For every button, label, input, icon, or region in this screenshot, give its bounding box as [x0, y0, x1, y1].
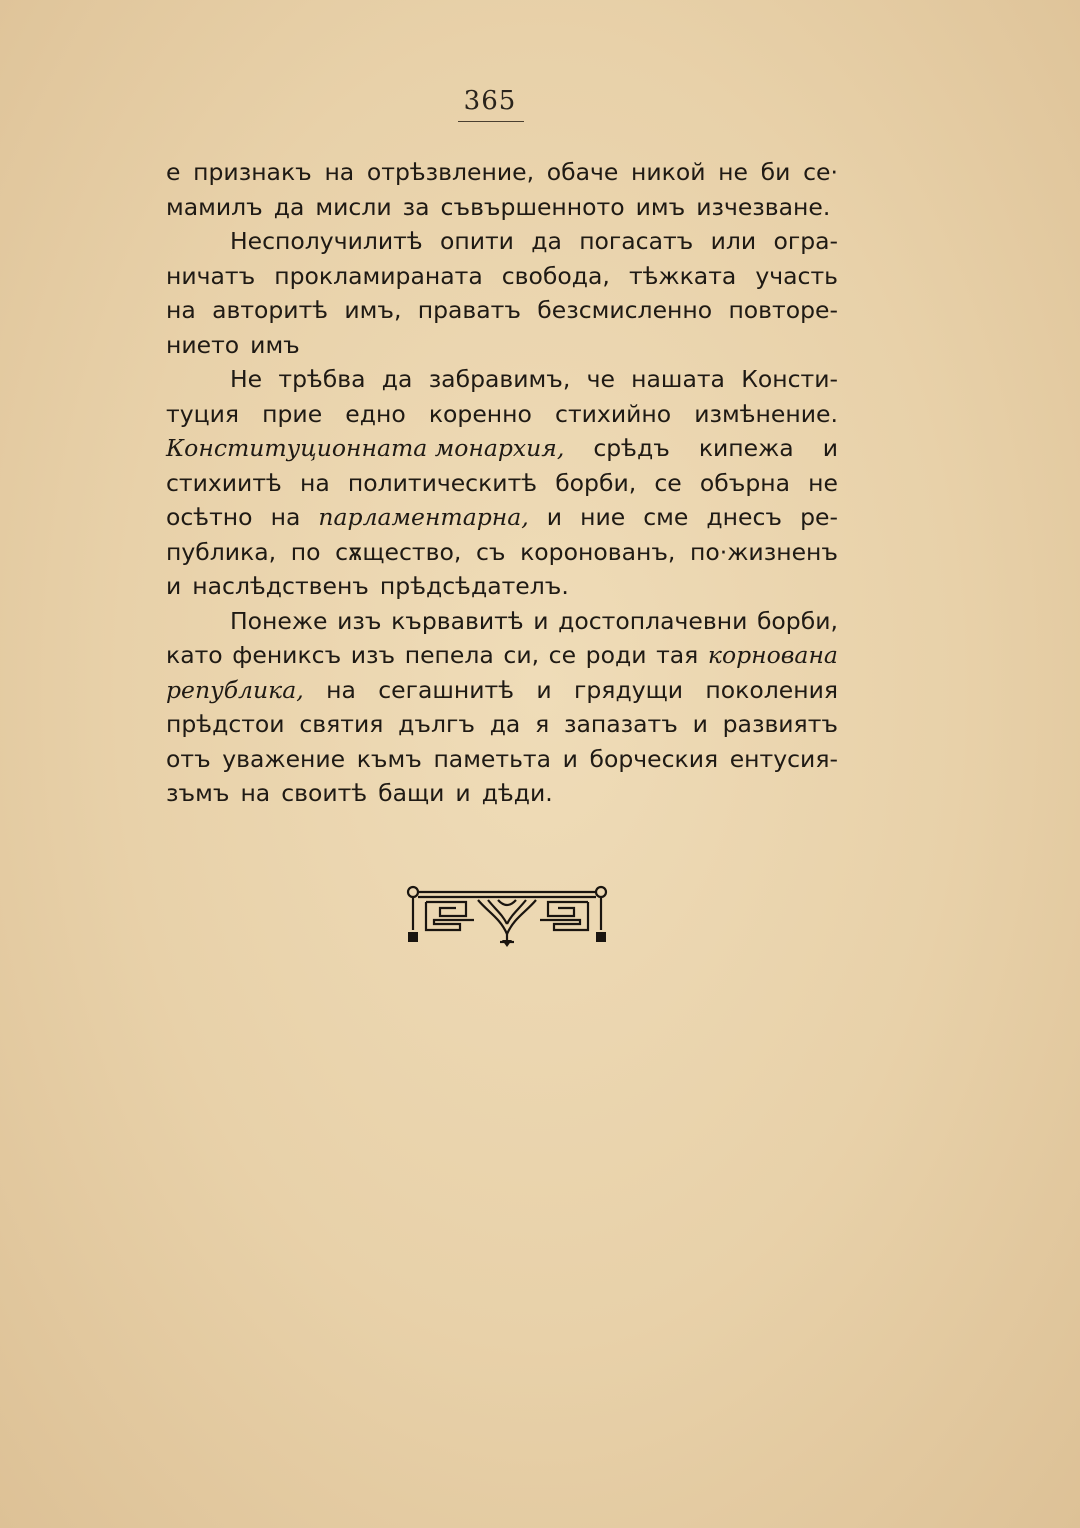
- word: да: [273, 192, 305, 221]
- word: участь: [755, 261, 838, 290]
- word: и: [546, 503, 563, 531]
- word: на: [166, 296, 196, 324]
- text-line: [166, 431, 838, 466]
- word: имъ: [250, 330, 300, 359]
- word: дѣди.: [481, 779, 553, 807]
- header-rule: [458, 121, 524, 122]
- italic-word: Конституционната монархия,: [166, 434, 565, 462]
- word: не: [808, 468, 838, 497]
- word: забравимъ,: [428, 365, 571, 393]
- text-line: [166, 742, 838, 777]
- word: кипежа: [698, 434, 794, 462]
- word: грядущи: [574, 675, 684, 704]
- italic-word: република,: [166, 675, 304, 704]
- word: уважение: [222, 744, 346, 773]
- word: запазатъ: [563, 710, 678, 738]
- page-number: 365: [463, 86, 517, 116]
- word: измѣнение.: [694, 399, 838, 428]
- word: своитѣ: [281, 779, 368, 807]
- word: ние: [580, 503, 626, 531]
- word: ничатъ: [166, 261, 256, 290]
- word: на: [326, 675, 356, 704]
- word: бащи: [378, 779, 445, 807]
- word: огра-: [773, 227, 838, 255]
- word: съ: [475, 537, 506, 566]
- word: паметьта: [433, 744, 552, 773]
- word: борби,: [555, 468, 637, 497]
- text-line: [166, 604, 838, 639]
- word: по·жизненъ: [690, 537, 838, 566]
- word: святия: [299, 710, 384, 738]
- word: да: [531, 227, 562, 255]
- word: мамилъ: [166, 192, 263, 221]
- word: се: [654, 468, 682, 497]
- word: срѣдъ: [593, 434, 670, 462]
- word: безсмисленно: [537, 296, 713, 324]
- word: на: [299, 468, 330, 497]
- word: и: [166, 572, 182, 600]
- word: сѫщество,: [335, 537, 462, 566]
- word: погасатъ: [579, 227, 694, 255]
- word: туция: [166, 399, 240, 428]
- word: сегашнитѣ: [378, 675, 514, 704]
- word: и: [692, 710, 708, 738]
- word: изъ: [350, 641, 396, 669]
- word: борческия: [589, 744, 719, 773]
- word: или: [710, 227, 757, 255]
- italic-word: парламентарна,: [318, 503, 529, 531]
- word: прѣдстои: [166, 710, 285, 738]
- word: имъ: [635, 192, 686, 221]
- word: е: [166, 158, 181, 186]
- word: никой: [631, 158, 706, 186]
- word: на: [324, 158, 355, 186]
- word: обърна: [699, 468, 791, 497]
- word: повторе-: [728, 296, 838, 324]
- word: обаче: [546, 158, 619, 186]
- word: че: [586, 365, 615, 393]
- decorative-ornament: [404, 884, 610, 948]
- word: осѣтно: [166, 503, 253, 531]
- word: си,: [503, 641, 540, 669]
- text-line: [166, 397, 838, 432]
- word: дългъ: [398, 710, 475, 738]
- body-text: [166, 155, 838, 811]
- word: изъ: [337, 606, 382, 635]
- word: изчезване.: [696, 192, 831, 221]
- word: кървавитѣ: [391, 606, 524, 635]
- word: борби,: [756, 606, 838, 635]
- word: достоплачевни: [558, 606, 748, 635]
- word: се·: [803, 158, 838, 186]
- word: се: [548, 641, 577, 669]
- italic-word: корнована: [707, 641, 838, 669]
- word: зъмъ: [166, 779, 230, 807]
- word: свобода,: [501, 261, 610, 290]
- word: мисли: [315, 192, 392, 221]
- word: за: [402, 192, 430, 221]
- word: съвършенното: [440, 192, 625, 221]
- word: тая: [656, 641, 699, 669]
- word: отрѣзвление,: [366, 158, 535, 186]
- word: нието: [166, 330, 240, 359]
- word: едно: [345, 399, 406, 428]
- text-line: [166, 328, 838, 363]
- text-line: [166, 638, 838, 673]
- word: публика,: [166, 537, 277, 566]
- word: прѣдсѣдателъ.: [379, 572, 569, 600]
- word: прокламираната: [274, 261, 483, 290]
- word: къмъ: [356, 744, 422, 773]
- text-line: [166, 155, 838, 190]
- word: Консти-: [741, 365, 838, 393]
- word: днесъ: [706, 503, 783, 531]
- word: политическитѣ: [347, 468, 538, 497]
- word: имъ,: [344, 296, 402, 324]
- word: Не: [230, 365, 263, 393]
- word: и: [533, 606, 549, 635]
- word: по: [290, 537, 321, 566]
- word: Понеже: [230, 606, 328, 635]
- text-line: [166, 707, 838, 742]
- word: като: [166, 641, 223, 669]
- word: коренно: [428, 399, 532, 428]
- word: праватъ: [417, 296, 521, 324]
- text-line: [166, 293, 838, 328]
- text-line: [166, 466, 838, 501]
- word: не: [718, 158, 748, 186]
- word: ре-: [800, 503, 838, 531]
- word: прие: [262, 399, 323, 428]
- text-line: [166, 535, 838, 570]
- word: поколения: [705, 675, 838, 704]
- word: сме: [643, 503, 689, 531]
- text-line: [166, 190, 838, 225]
- word: роди: [585, 641, 647, 669]
- word: нашата: [631, 365, 725, 393]
- word: пепела: [404, 641, 494, 669]
- word: трѣбва: [278, 365, 366, 393]
- word: признакъ: [193, 158, 312, 186]
- word: на: [270, 503, 301, 531]
- word: отъ: [166, 744, 211, 773]
- word: ентусия-: [729, 744, 838, 773]
- word: и: [455, 779, 471, 807]
- word: Несполучилитѣ: [230, 227, 423, 255]
- text-line: [166, 259, 838, 294]
- word: авторитѣ: [212, 296, 329, 324]
- text-line: [166, 362, 838, 397]
- word: и: [562, 744, 578, 773]
- word: стихиитѣ: [166, 468, 282, 497]
- word: развиятъ: [722, 710, 838, 738]
- text-line: [166, 776, 838, 811]
- text-line: [166, 224, 838, 259]
- text-line: [166, 673, 838, 708]
- word: я: [535, 710, 550, 738]
- text-line: [166, 500, 838, 535]
- word: стихийно: [555, 399, 672, 428]
- word: наслѣдственъ: [192, 572, 369, 600]
- word: да: [381, 365, 413, 393]
- word: би: [760, 158, 791, 186]
- word: и: [822, 434, 838, 462]
- word: тѣжката: [628, 261, 737, 290]
- word: да: [489, 710, 521, 738]
- text-line: [166, 569, 838, 604]
- word: и: [536, 675, 552, 704]
- word: фениксъ: [232, 641, 342, 669]
- word: на: [240, 779, 271, 807]
- word: коронованъ,: [520, 537, 676, 566]
- word: опити: [439, 227, 514, 255]
